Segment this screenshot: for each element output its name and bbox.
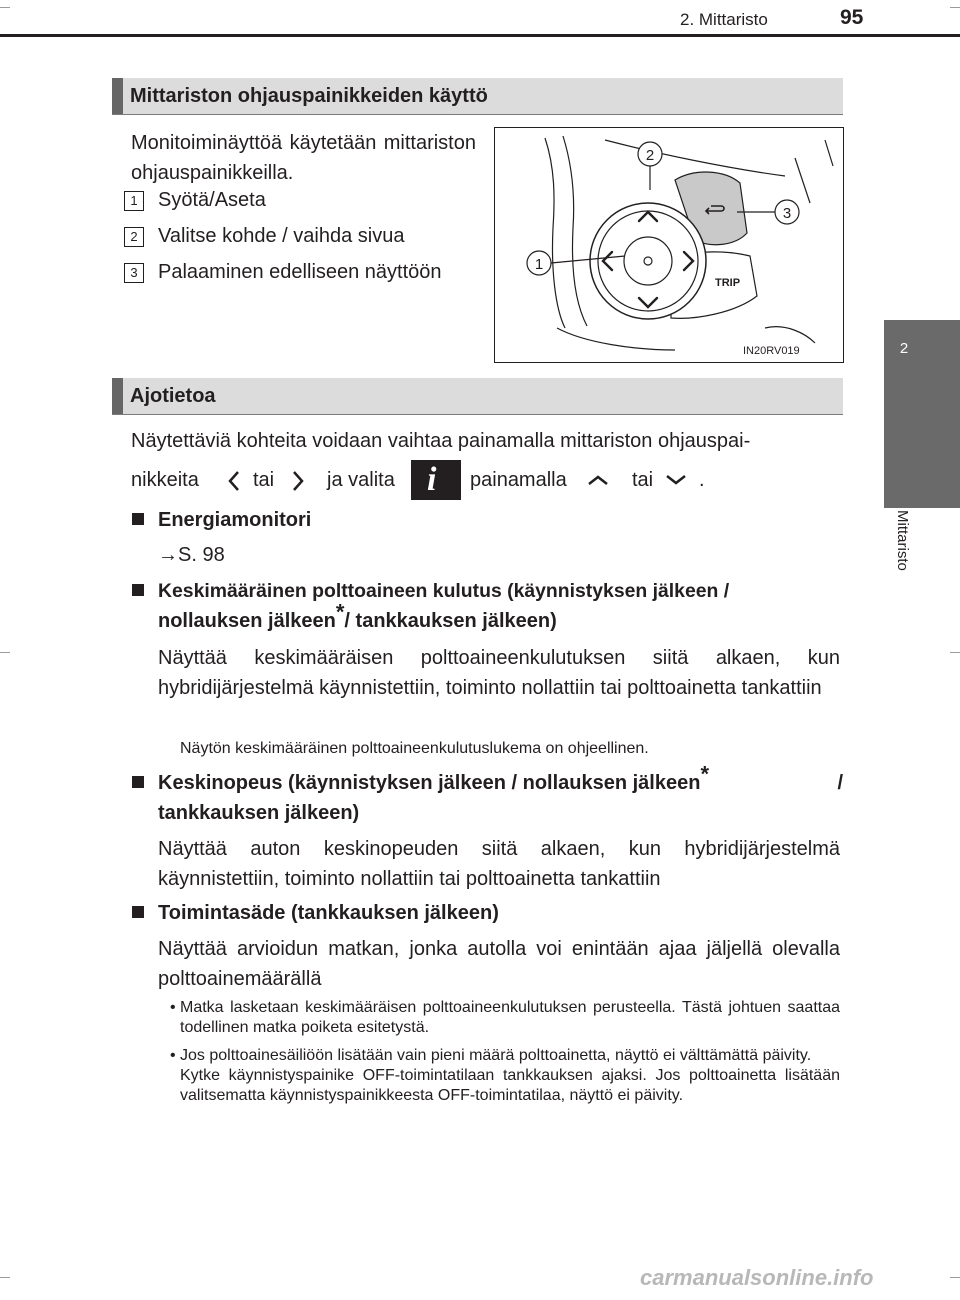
steering-switch-illustration — [495, 128, 843, 362]
down-arrow-icon — [665, 474, 687, 486]
item-label-3: Palaaminen edelliseen näyttöön — [158, 261, 442, 283]
drive-intro-text-b: ja valita — [327, 469, 395, 491]
square-bullet — [132, 776, 144, 788]
avg-speed-title-line2: tankkauksen jälkeen) — [158, 802, 360, 824]
trip-button-label: TRIP — [715, 277, 741, 289]
range-bullet-1-text: Matka lasketaan keskimääräisen polttoaineenkulutuksen perusteella. Tästä johtuen saattaa todellinen matka poiketa esitetystä. — [180, 999, 840, 1036]
chapter-tab-label-box — [884, 508, 924, 598]
crop-mark — [0, 652, 10, 653]
callout-3: 3 — [782, 205, 792, 222]
item-number-1: 1 — [124, 191, 144, 211]
range-bullet-2 — [158, 1046, 840, 1106]
item-label-1: Syötä/Aseta — [158, 189, 266, 211]
bullet-dot: • — [170, 999, 176, 1016]
range-body: Näyttää arvioidun matkan, jonka autolla voi enintään ajaa jäljellä olevalla polttoainemäärällä — [158, 938, 840, 990]
crop-mark — [0, 1277, 10, 1278]
section-title-drive-info — [112, 378, 843, 415]
drive-intro-line1: Näytettäviä kohteita voidaan vaihtaa painamalla mittariston ohjauspai- — [131, 430, 751, 452]
info-icon-glyph: i — [427, 461, 437, 498]
crop-mark — [950, 652, 960, 653]
chapter-number: 2 — [899, 340, 909, 357]
callout-1: 1 — [534, 256, 544, 273]
avg-speed-title-main — [158, 761, 710, 798]
avg-speed-title-part-a: Keskinopeus (käynnistyksen jälkeen / nollauksen jälkeen — [158, 772, 701, 794]
controls-intro: Monitoiminäyttöä käytetään mittariston ohjauspainikkeilla. — [131, 132, 476, 184]
chapter-label: Mittaristo — [894, 510, 911, 571]
section-title-controls — [112, 78, 843, 115]
drive-intro-period: . — [699, 469, 705, 491]
section-title-marker — [112, 378, 123, 414]
callout-2: 2 — [645, 147, 655, 164]
section-title-text: Mittariston ohjauspainikkeiden käyttö — [130, 85, 488, 107]
avg-speed-title-slash: / — [837, 772, 843, 794]
section-title-text: Ajotietoa — [130, 385, 216, 407]
drive-intro-or-2: tai — [632, 469, 654, 491]
footnote-star: * — [700, 761, 710, 787]
avg-speed-title-line1 — [158, 761, 843, 798]
info-icon — [411, 460, 461, 500]
range-bullet-2-text-a: Jos polttoainesäiliöön lisätään vain pieni määrä polttoainetta, näyttö ei välttämättä päivity. — [180, 1047, 812, 1064]
right-arrow-icon — [291, 470, 305, 492]
left-arrow-icon — [227, 470, 241, 492]
figure-code: IN20RV019 — [743, 345, 800, 357]
energy-monitor-title: Energiamonitori — [158, 509, 312, 531]
range-bullet-2-text-b: Kytke käynnistyspainike OFF-toimintatilaan tankkauksen ajaksi. Jos polttoainetta lisätään valitsematta käynnistyspainikkeesta OFF-toimintatilaa, näyttö ei päivity. — [180, 1067, 840, 1104]
avg-fuel-title-line1: Keskimääräinen polttoaineen kulutus (käynnistyksen jälkeen / — [158, 580, 730, 602]
avg-fuel-body: Näyttää keskimääräisen polttoaineenkulutuksen siitä alkaen, kun hybridijärjestelmä käynnistettiin, toiminto nollattiin tai polttoainetta tankattiin — [158, 647, 840, 699]
watermark: carmanualsonline.info — [640, 1265, 874, 1290]
item-label-2: Valitse kohde / vaihda sivua — [158, 225, 405, 247]
square-bullet — [132, 584, 144, 596]
page-number: 95 — [840, 6, 864, 29]
avg-speed-body: Näyttää auton keskinopeuden siitä alkaen, kun hybridijärjestelmä käynnistettiin, toiminto nollattiin tai polttoainetta tankattiin — [158, 838, 840, 890]
up-arrow-icon — [587, 474, 609, 486]
avg-fuel-title-line2 — [158, 599, 843, 636]
running-header: 2. Mittaristo — [680, 10, 768, 29]
crop-mark — [950, 1277, 960, 1278]
square-bullet — [132, 906, 144, 918]
chapter-tab — [884, 320, 960, 508]
section-title-marker — [112, 78, 123, 114]
drive-intro-or-1: tai — [253, 469, 275, 491]
drive-intro-text-a: nikkeita — [131, 469, 199, 491]
energy-monitor-reference: →S. 98 — [158, 544, 225, 566]
crop-mark — [0, 7, 10, 8]
item-number-3: 3 — [124, 263, 144, 283]
range-bullet-1 — [158, 998, 840, 1038]
avg-speed-title — [158, 761, 843, 828]
drive-intro-line2 — [131, 462, 841, 498]
crop-mark — [950, 7, 960, 8]
footnote-star: * — [335, 599, 345, 625]
avg-fuel-title-part-b: nollauksen jälkeen — [158, 610, 336, 632]
drive-intro-text-c: painamalla — [470, 469, 567, 491]
range-title: Toimintasäde (tankkauksen jälkeen) — [158, 902, 499, 924]
bullet-dot: • — [170, 1047, 176, 1064]
avg-fuel-title — [158, 576, 843, 636]
item-number-2: 2 — [124, 227, 144, 247]
header-rule — [0, 34, 960, 37]
avg-fuel-title-part-c: / tankkauksen jälkeen) — [344, 610, 557, 632]
steering-switch-figure — [494, 127, 844, 363]
avg-fuel-note: Näytön keskimääräinen polttoaineenkulutuslukema on ohjeellinen. — [180, 740, 649, 757]
square-bullet — [132, 513, 144, 525]
